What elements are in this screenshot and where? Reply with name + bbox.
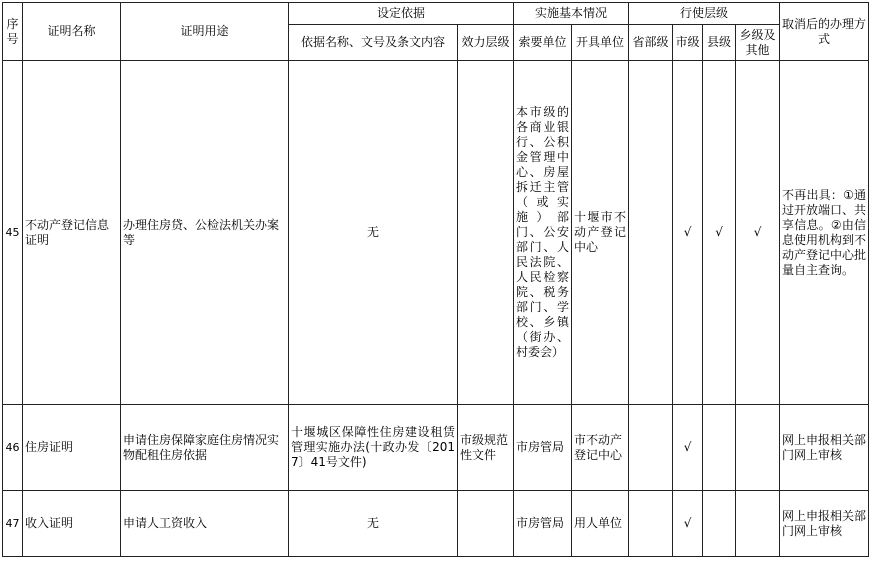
- row-seq: 46: [3, 405, 23, 491]
- header-name: 证明名称: [23, 3, 121, 61]
- row-requesting-unit: 市房管局: [514, 405, 572, 491]
- row-purpose: 申请人工资收入: [121, 491, 289, 557]
- header-seq: 序号: [3, 3, 23, 61]
- header-admin-prov: 省部级: [629, 25, 673, 61]
- row-level-prov: [629, 491, 673, 557]
- row-basis-doc: 无: [289, 491, 458, 557]
- row-basis-doc: 十堰城区保障性住房建设租赁管理实施办法(十政办发〔2017〕41号文件): [289, 405, 458, 491]
- row-purpose: 申请住房保障家庭住房情况实物配租住房依据: [121, 405, 289, 491]
- row-level-county: [703, 491, 736, 557]
- row-name: 住房证明: [23, 405, 121, 491]
- row-seq: 47: [3, 491, 23, 557]
- certificate-table: [2, 2, 869, 557]
- header-impl-req: 索要单位: [514, 25, 572, 61]
- row-level-city: √: [673, 491, 703, 557]
- header-after: 取消后的办理方式: [780, 3, 869, 61]
- table-row: [3, 405, 869, 491]
- row-name: 收入证明: [23, 491, 121, 557]
- row-issuing-unit: 用人单位: [572, 491, 629, 557]
- row-basis-level: 市级规范性文件: [458, 405, 514, 491]
- header-impl-issue: 开具单位: [572, 25, 629, 61]
- row-issuing-unit: 市不动产登记中心: [572, 405, 629, 491]
- row-name: 不动产登记信息证明: [23, 61, 121, 405]
- row-level-county: [703, 405, 736, 491]
- row-after: 网上申报相关部门网上审核: [780, 405, 869, 491]
- row-level-city: √: [673, 405, 703, 491]
- row-level-town: [736, 491, 780, 557]
- row-requesting-unit: 市房管局: [514, 491, 572, 557]
- row-level-prov: [629, 61, 673, 405]
- header-basis-group: 设定依据: [289, 3, 514, 25]
- row-after: 不再出具：①通过开放端口、共享信息。②由信息使用机构到不动产登记中心批量自主查询。: [780, 61, 869, 405]
- row-level-city: √: [673, 61, 703, 405]
- header-impl-group: 实施基本情况: [514, 3, 629, 25]
- header-admin-town: 乡级及其他: [736, 25, 780, 61]
- row-issuing-unit: 十堰市不动产登记中心: [572, 61, 629, 405]
- header-basis-level: 效力层级: [458, 25, 514, 61]
- header-row-1: [3, 3, 869, 25]
- header-admin-county: 县级: [703, 25, 736, 61]
- row-requesting-unit: 本市级的各商业银行、公积金管理中心、房屋拆迁主管（或实施）部门、公安部门、人民法院、人民检察院、税务部门、学校、乡镇（街办、村委会）: [514, 61, 572, 405]
- header-admin-city: 市级: [673, 25, 703, 61]
- table-row: [3, 61, 869, 405]
- row-purpose: 办理住房贷、公检法机关办案等: [121, 61, 289, 405]
- row-after: 网上申报相关部门网上审核: [780, 491, 869, 557]
- header-purpose: 证明用途: [121, 3, 289, 61]
- row-level-town: [736, 405, 780, 491]
- row-seq: 45: [3, 61, 23, 405]
- row-basis-level: [458, 491, 514, 557]
- row-level-town: √: [736, 61, 780, 405]
- row-level-prov: [629, 405, 673, 491]
- header-admin-group: 行使层级: [629, 3, 780, 25]
- header-basis-doc: 依据名称、文号及条文内容: [289, 25, 458, 61]
- table-row: [3, 491, 869, 557]
- row-level-county: √: [703, 61, 736, 405]
- row-basis-doc: 无: [289, 61, 458, 405]
- row-basis-level: [458, 61, 514, 405]
